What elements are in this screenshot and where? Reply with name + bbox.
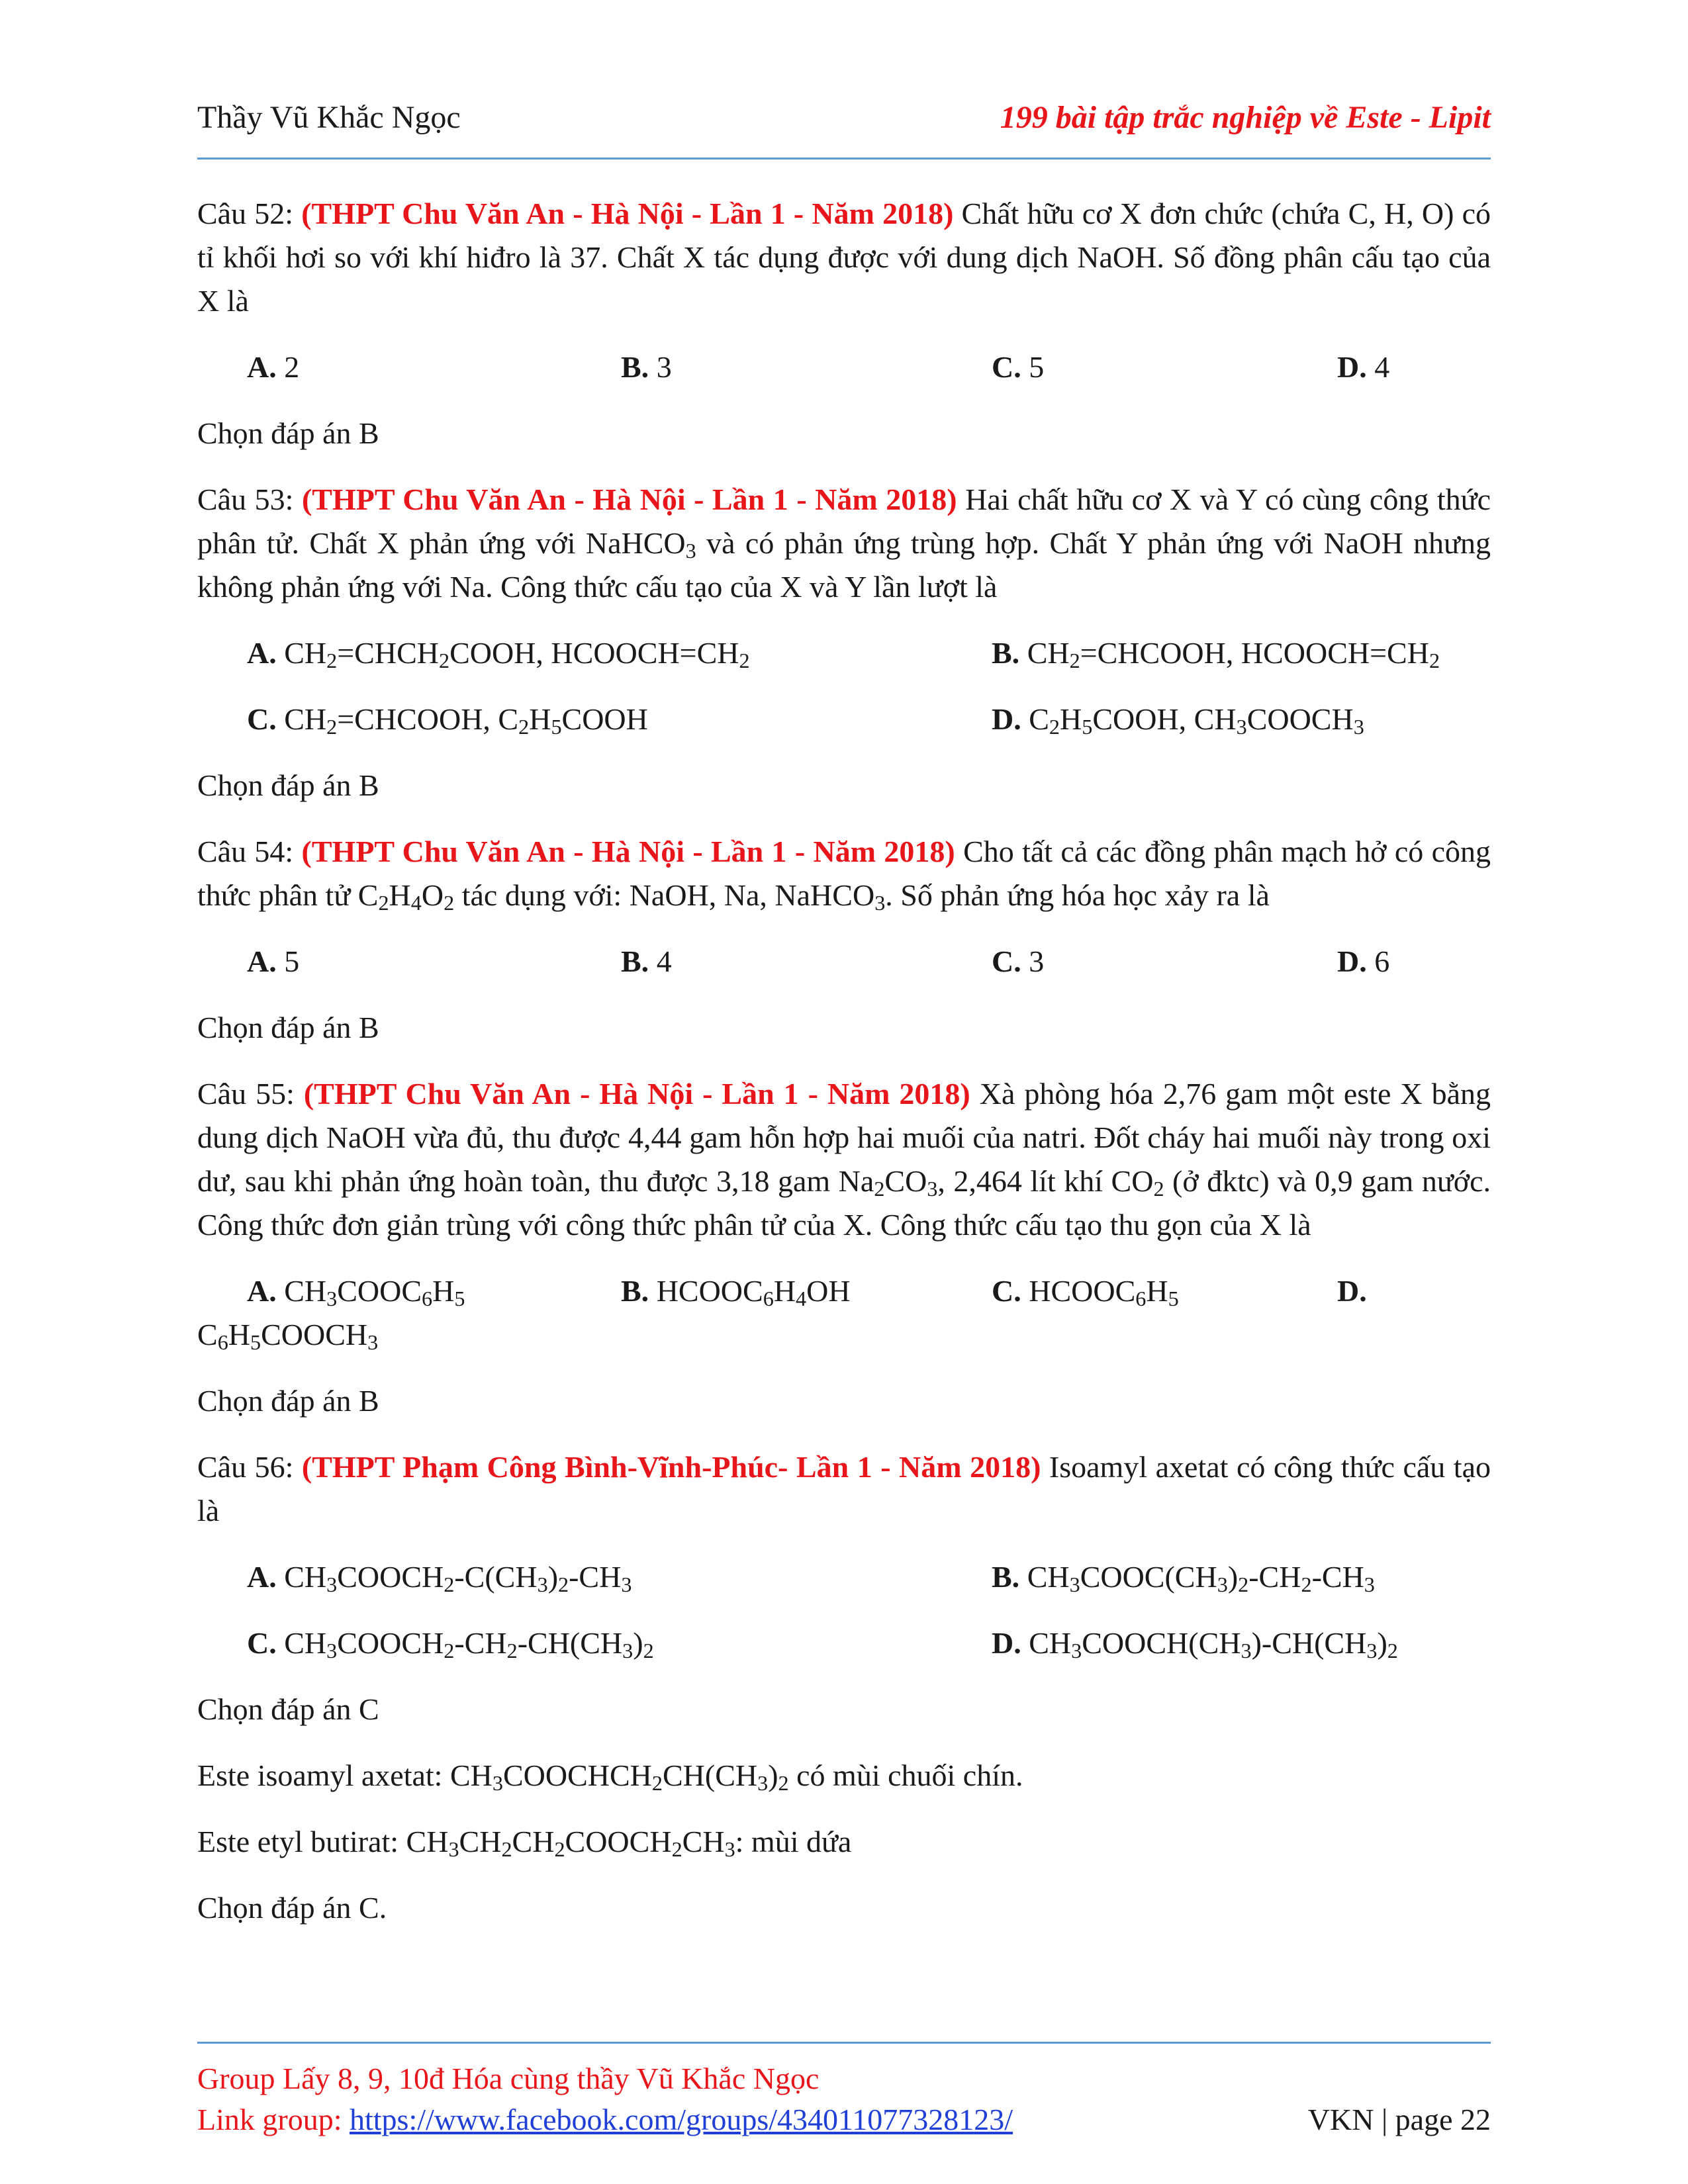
question-source: (THPT Chu Văn An - Hà Nội - Lần 1 - Năm 2018) bbox=[303, 1077, 970, 1111]
footer-divider bbox=[197, 2042, 1491, 2044]
question-55: Câu 55: (THPT Chu Văn An - Hà Nội - Lần 1 - Năm 2018) Xà phòng hóa 2,76 gam một este X bằng dung dịch NaOH vừa đủ, thu được 4,44 gam hỗn hợp hai muối của natri. Đốt cháy hai muối này trong oxi dư, sau khi phản ứng hoàn toàn, thu được 3,18 gam $Na_2CO_3$, 2,464 lít khí $CO_2$ (ở đktc) và 0,9 gam nước. Công thức đơn giản trùng với công thức phân tử của X. Công thức cấu tạo thu gọn của X là bbox=[197, 1077, 1491, 1242]
page-content bbox=[197, 192, 1491, 1930]
option-c: C. 3 bbox=[992, 944, 1045, 978]
option-a: A. 5 bbox=[247, 944, 300, 978]
question-label: Câu 56: bbox=[197, 1450, 302, 1484]
question-53: Câu 53: (THPT Chu Văn An - Hà Nội - Lần 1 - Năm 2018) Hai chất hữu cơ X và Y có cùng công thức phân tử. Chất X phản ứng với NaHCO$_3$ và có phản ứng trùng hợp. Chất Y phản ứng với NaOH nhưng không phản ứng với Na. Công thức cấu tạo của X và Y lần lượt là bbox=[197, 482, 1491, 604]
option-d: D. $CH_3COOCH(CH_3)-CH(CH_3)_2$ bbox=[992, 1626, 1398, 1663]
question-56 bbox=[197, 1445, 1491, 1533]
header-title: 199 bài tập trắc nghiệp về Este - Lipit bbox=[1000, 100, 1491, 135]
footer-link-line: Link group: https://www.facebook.com/groups/434011077328123/ bbox=[197, 2103, 1013, 2136]
answer-55: Chọn đáp án B bbox=[197, 1384, 379, 1418]
page-footer bbox=[197, 2058, 1491, 2140]
answer-56: Chọn đáp án C bbox=[197, 1692, 379, 1726]
option-b: B. $CH_3COOC(CH_3)_2-CH_2-CH_3$ bbox=[992, 1560, 1375, 1597]
option-d: D. bbox=[1337, 1274, 1367, 1308]
option-a: A. $CH_2=CHCH_2COOH$, $HCOOCH=CH_2$ bbox=[247, 636, 750, 673]
option-c: C. $HCOOC_6H_5$ bbox=[992, 1274, 1179, 1311]
option-b: B. $CH_2=CHCOOH$, $HCOOCH=CH_2$ bbox=[992, 636, 1440, 673]
question-source: (THPT Chu Văn An - Hà Nội - Lần 1 - Năm 2018) bbox=[301, 835, 955, 868]
option-b: B. 4 bbox=[621, 944, 672, 978]
note-isoamyl-axetat: Este isoamyl axetat: $CH_3COOCHCH_2CH(CH_3)_2$ có mùi chuối chín. bbox=[197, 1758, 1023, 1796]
question-label: Câu 54: bbox=[197, 835, 302, 868]
final-answer: Chọn đáp án C. bbox=[197, 1891, 387, 1925]
options-53-row1 bbox=[197, 631, 1491, 675]
answer-52: Chọn đáp án B bbox=[197, 416, 379, 450]
options-56-row2 bbox=[197, 1621, 1491, 1665]
option-b: B. 3 bbox=[621, 350, 672, 384]
option-c: C. 5 bbox=[992, 350, 1045, 384]
option-d: D. 4 bbox=[1337, 350, 1390, 384]
question-text: Chất hữu cơ X đơn chức (chứa C, H, O) có tỉ khối hơi so với khí hiđro là 37. Chất X tác dụng được với dung dịch NaOH. Số đồng phân cấu tạo của X là bbox=[197, 197, 1491, 318]
page-number: VKN | page 22 bbox=[1307, 2103, 1491, 2136]
question-source: (THPT Phạm Công Bình-Vĩnh-Phúc- Lần 1 - Năm 2018) bbox=[301, 1450, 1041, 1484]
option-d: D. 6 bbox=[1337, 944, 1390, 978]
option-a: A. 2 bbox=[247, 350, 300, 384]
question-54: Câu 54: (THPT Chu Văn An - Hà Nội - Lần 1 - Năm 2018) Cho tất cả các đồng phân mạch hở có công thức phân tử $C_2H_4O_2$ tác dụng với: NaOH, Na, NaHCO$_3$. Số phản ứng hóa học xảy ra là bbox=[197, 835, 1491, 915]
option-c: C. $CH_3COOCH_2-CH_2-CH(CH_3)_2$ bbox=[247, 1626, 654, 1663]
options-54 bbox=[197, 940, 1491, 983]
option-a: A. $CH_3COOC_6H_5$ bbox=[247, 1274, 465, 1311]
options-52 bbox=[197, 345, 1491, 389]
answer-53: Chọn đáp án B bbox=[197, 768, 379, 802]
question-label: Câu 53: bbox=[197, 482, 302, 516]
question-source: (THPT Chu Văn An - Hà Nội - Lần 1 - Năm 2018) bbox=[301, 197, 954, 230]
option-c: C. $CH_2=CHCOOH$, $C_2H_5COOH$ bbox=[247, 702, 648, 739]
option-b: B. $HCOOC_6H_4OH$ bbox=[621, 1274, 851, 1311]
question-text: Isoamyl axetat có công thức cấu tạo là bbox=[197, 1450, 1491, 1527]
options-56-row1 bbox=[197, 1555, 1491, 1599]
group-link[interactable]: https://www.facebook.com/groups/434011077328123/ bbox=[349, 2103, 1013, 2136]
answer-54: Chọn đáp án B bbox=[197, 1011, 379, 1044]
question-label: Câu 52: bbox=[197, 197, 302, 230]
footer-group: Group Lấy 8, 9, 10đ Hóa cùng thầy Vũ Khắc Ngọc bbox=[197, 2062, 820, 2095]
question-label: Câu 55: bbox=[197, 1077, 304, 1111]
option-d: D. $C_2H_5COOH$, $CH_3COOCH_3$ bbox=[992, 702, 1364, 739]
option-d-formula: $C_6H_5COOCH_3$ bbox=[197, 1318, 379, 1355]
options-53-row2 bbox=[197, 698, 1491, 741]
options-55 bbox=[197, 1269, 1491, 1313]
header-author: Thầy Vũ Khắc Ngọc bbox=[197, 100, 461, 135]
header-divider bbox=[197, 158, 1491, 159]
option-a: A. $CH_3COOCH_2-C(CH_3)_2-CH_3$ bbox=[247, 1560, 632, 1597]
page-header bbox=[197, 99, 1491, 152]
question-52 bbox=[197, 192, 1491, 323]
question-source: (THPT Chu Văn An - Hà Nội - Lần 1 - Năm 2018) bbox=[301, 482, 957, 516]
note-etyl-butirat: Este etyl butirat: $CH_3CH_2CH_2COOCH_2CH_3$: mùi dứa bbox=[197, 1825, 852, 1862]
